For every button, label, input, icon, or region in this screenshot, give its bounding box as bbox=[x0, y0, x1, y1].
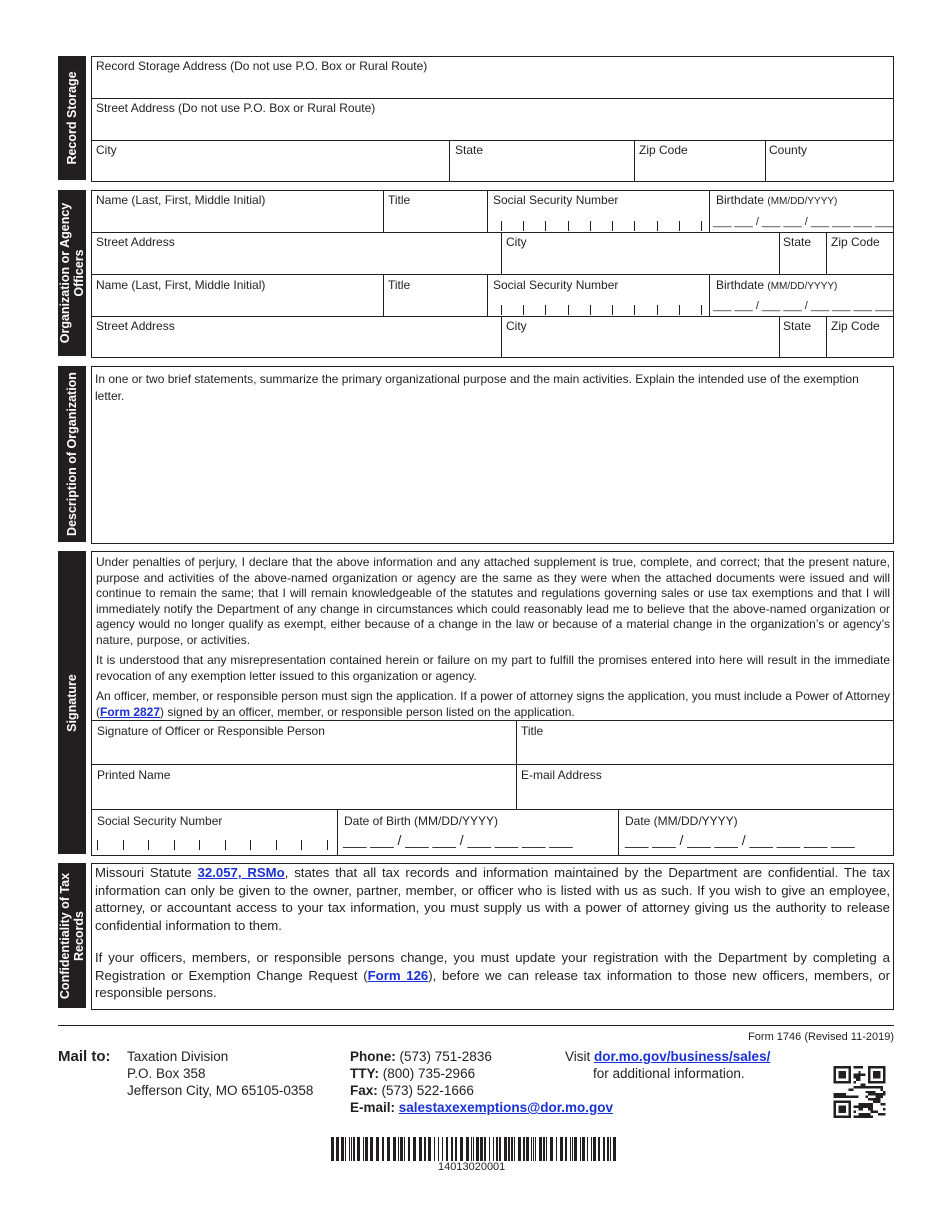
ssn-digit-divider bbox=[568, 221, 569, 231]
ssn-digit-divider bbox=[701, 305, 702, 315]
ssn-digit-divider bbox=[501, 305, 502, 315]
ssn-digit-divider bbox=[568, 305, 569, 315]
signer-ssn-field[interactable]: Social Security Number bbox=[97, 814, 223, 828]
ssn-digit-divider bbox=[657, 221, 658, 231]
officer2-state-field[interactable]: State bbox=[783, 319, 812, 333]
record-county-field[interactable]: County bbox=[769, 143, 808, 157]
form-2827-link[interactable]: Form 2827 bbox=[100, 704, 161, 719]
barcode-number: 14013020001 bbox=[438, 1161, 506, 1173]
signer-title-field[interactable]: Title bbox=[521, 724, 544, 738]
signature-date-blank: ___ ___ / ___ ___ / ___ ___ ___ ___ bbox=[625, 832, 855, 848]
officer1-state-field[interactable]: State bbox=[783, 235, 812, 249]
ssn-digit-divider bbox=[590, 221, 591, 231]
visit-block: Visit dor.mo.gov/business/sales/ for additional information. bbox=[565, 1049, 771, 1081]
power-of-attorney-statement: An officer, member, or responsible person must sign the application. If a power of attorney signs the application, you must include a Power of Attorney (Form 2827) signed by an officer, member, or responsible person listed on the application. bbox=[96, 689, 890, 719]
description-heading: Description of Organization bbox=[65, 372, 79, 536]
officer2-title-field[interactable]: Title bbox=[388, 278, 411, 292]
confidentiality-paragraph-1: Missouri Statute 32.057, RSMo, states that all tax records and information maintained by the Department are confidential. The tax information can only be given to the owner, partner, member, or officer who is listed with us as such. If you wish to give an employee, attorney, or accountant access to your tax information, you must supply us with a power of attorney giving us the authority to release confidential information to them. bbox=[95, 865, 891, 933]
ssn-digit-divider bbox=[590, 305, 591, 315]
record-city-field[interactable]: City bbox=[96, 143, 117, 157]
misrepresentation-statement: It is understood that any misrepresentation contained herein or failure on my part to fulfill the promises entered into here will result in the immediate revocation of any exemption letter issued to this organization or agency. bbox=[96, 653, 890, 683]
officer2-name-field[interactable]: Name (Last, First, Middle Initial) bbox=[96, 278, 266, 292]
officer1-birthdate-blank: ___ ___ / ___ ___ / ___ ___ ___ ___ bbox=[713, 216, 894, 228]
ssn-digit-divider bbox=[174, 840, 175, 850]
contact-block: Phone: (573) 751-2836 TTY: (800) 735-2966 Fax: (573) 522-1666 E-mail: salestaxexemptions@dor.mo.gov bbox=[350, 1049, 614, 1115]
statute-32-057-link[interactable]: 32.057, RSMo bbox=[197, 865, 285, 880]
officers-sidebar bbox=[58, 190, 86, 356]
officer1-ssn-ticks bbox=[501, 221, 701, 231]
form-id: Form 1746 (Revised 11-2019) bbox=[748, 1031, 894, 1043]
officer2-city-field[interactable]: City bbox=[506, 319, 527, 333]
officer1-birthdate-field[interactable]: Birthdate (MM/DD/YYYY) bbox=[716, 193, 838, 207]
ssn-digit-divider bbox=[523, 305, 524, 315]
signer-ssn-ticks bbox=[97, 840, 327, 850]
officer1-name-field[interactable]: Name (Last, First, Middle Initial) bbox=[96, 193, 266, 207]
fax-number: (573) 522-1666 bbox=[381, 1083, 474, 1098]
signer-dob-blank: ___ ___ / ___ ___ / ___ ___ ___ ___ bbox=[343, 832, 573, 848]
ssn-digit-divider bbox=[679, 221, 680, 231]
qr-code-icon bbox=[832, 1066, 887, 1118]
ssn-digit-divider bbox=[301, 840, 302, 850]
ssn-digit-divider bbox=[199, 840, 200, 850]
ssn-digit-divider bbox=[679, 305, 680, 315]
ssn-digit-divider bbox=[545, 305, 546, 315]
officer-signature-field[interactable]: Signature of Officer or Responsible Person bbox=[97, 724, 325, 738]
mail-to-label: Mail to: bbox=[58, 1048, 111, 1065]
ssn-digit-divider bbox=[148, 840, 149, 850]
signature-date-field[interactable]: Date (MM/DD/YYYY) bbox=[625, 814, 738, 828]
record-address-field[interactable]: Record Storage Address (Do not use P.O. Box or Rural Route) bbox=[96, 59, 428, 73]
ssn-digit-divider bbox=[612, 221, 613, 231]
confidentiality-heading: Confidentiality of Tax Records bbox=[58, 872, 86, 999]
officer1-ssn-field[interactable]: Social Security Number bbox=[493, 193, 619, 207]
officer2-street-field[interactable]: Street Address bbox=[96, 319, 175, 333]
confidentiality-sidebar bbox=[58, 863, 86, 1008]
printed-name-field[interactable]: Printed Name bbox=[97, 768, 171, 782]
officer1-zip-field[interactable]: Zip Code bbox=[831, 235, 880, 249]
ssn-digit-divider bbox=[225, 840, 226, 850]
phone-number: (573) 751-2836 bbox=[399, 1049, 492, 1064]
footer-divider bbox=[58, 1025, 894, 1026]
description-prompt: In one or two brief statements, summarize the primary organizational purpose and the main activities. Explain the intended use of the exemption letter. bbox=[95, 372, 859, 403]
ssn-digit-divider bbox=[276, 840, 277, 850]
ssn-digit-divider bbox=[250, 840, 251, 850]
officers-heading: Organization or Agency Officers bbox=[58, 202, 86, 344]
officer2-ssn-ticks bbox=[501, 305, 701, 315]
ssn-digit-divider bbox=[545, 221, 546, 231]
record-storage-box bbox=[91, 56, 894, 182]
ssn-digit-divider bbox=[701, 221, 702, 231]
ssn-digit-divider bbox=[612, 305, 613, 315]
ssn-digit-divider bbox=[523, 221, 524, 231]
record-zip-field[interactable]: Zip Code bbox=[639, 143, 688, 157]
ssn-digit-divider bbox=[327, 840, 328, 850]
officer2-birthdate-blank: ___ ___ / ___ ___ / ___ ___ ___ ___ bbox=[713, 300, 894, 312]
record-storage-sidebar bbox=[58, 56, 86, 180]
barcode-icon bbox=[331, 1137, 619, 1161]
ssn-digit-divider bbox=[634, 305, 635, 315]
website-link[interactable]: dor.mo.gov/business/sales/ bbox=[594, 1049, 771, 1064]
address-line-2: P.O. Box 358 bbox=[127, 1066, 206, 1081]
signature-heading: Signature bbox=[65, 673, 79, 732]
record-storage-heading: Record Storage bbox=[65, 71, 79, 165]
form-126-link[interactable]: Form 126 bbox=[367, 967, 429, 983]
email-link[interactable]: salestaxexemptions@dor.mo.gov bbox=[398, 1100, 614, 1115]
ssn-digit-divider bbox=[123, 840, 124, 850]
officer2-zip-field[interactable]: Zip Code bbox=[831, 319, 880, 333]
ssn-digit-divider bbox=[634, 221, 635, 231]
signer-email-field[interactable]: E-mail Address bbox=[521, 768, 602, 782]
mail-address bbox=[127, 1048, 313, 1099]
officer1-street-field[interactable]: Street Address bbox=[96, 235, 175, 249]
tty-number: (800) 735-2966 bbox=[382, 1066, 476, 1081]
address-line-1: Taxation Division bbox=[127, 1049, 229, 1064]
ssn-digit-divider bbox=[501, 221, 502, 231]
record-state-field[interactable]: State bbox=[455, 143, 484, 157]
signer-dob-field[interactable]: Date of Birth (MM/DD/YYYY) bbox=[344, 814, 499, 828]
officer2-ssn-field[interactable]: Social Security Number bbox=[493, 278, 619, 292]
description-sidebar bbox=[58, 366, 86, 542]
ssn-digit-divider bbox=[97, 840, 98, 850]
signature-sidebar bbox=[58, 551, 86, 854]
address-line-3: Jefferson City, MO 65105-0358 bbox=[127, 1083, 314, 1098]
officer2-birthdate-field[interactable]: Birthdate (MM/DD/YYYY) bbox=[716, 278, 838, 292]
ssn-digit-divider bbox=[657, 305, 658, 315]
perjury-statement: Under penalties of perjury, I declare that the above information and any attached supplement is true, complete, and correct; that the present nature, purpose and activities of the above-named organization or agency are the same as they were when the attached documents were issued and will continue to remain the same; that I will remain knowledgeable of the statutes and regulations governing sales or use tax exemptions and that I will immediately notify the Department of any change in circumstances which could reasonably lead me to believe that the above-named organization or agency would no longer qualify as exempt, either because of a change in the law or because of a material change in the organization’s or agency’s nature, purpose, or activities. bbox=[96, 555, 890, 647]
officer1-title-field[interactable]: Title bbox=[388, 193, 411, 207]
record-street-field[interactable]: Street Address (Do not use P.O. Box or Rural Route) bbox=[96, 101, 376, 115]
officer1-city-field[interactable]: City bbox=[506, 235, 527, 249]
confidentiality-paragraph-2: If your officers, members, or responsible persons change, you must update your registration with the Department by completing a Registration or Exemption Change Request (Form 126), before we can release tax information to those new officers, members, or responsible persons. bbox=[95, 950, 890, 1000]
